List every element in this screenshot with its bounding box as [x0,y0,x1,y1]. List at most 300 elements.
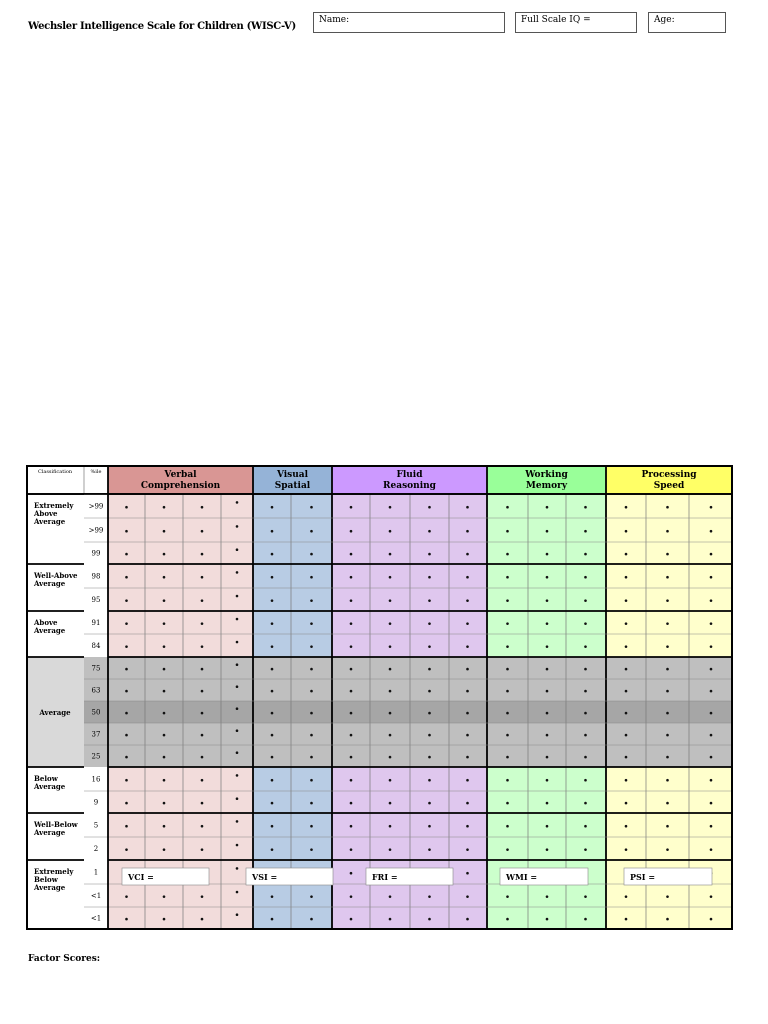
score-dot[interactable] [710,553,713,556]
score-dot[interactable] [546,895,549,898]
score-dot[interactable] [350,668,353,671]
score-dot[interactable] [710,599,713,602]
score-dot[interactable] [428,734,431,737]
score-dot[interactable] [236,707,239,710]
score-dot[interactable] [310,576,313,579]
score-dot[interactable] [163,690,166,693]
score-dot[interactable] [310,825,313,828]
score-dot[interactable] [236,641,239,644]
score-dot[interactable] [666,599,669,602]
score-dot[interactable] [236,844,239,847]
score-dot[interactable] [584,622,587,625]
score-dot[interactable] [466,553,469,556]
score-dot[interactable] [710,576,713,579]
score-dot[interactable] [428,622,431,625]
score-dot[interactable] [466,825,469,828]
score-dot[interactable] [506,576,509,579]
score-dot[interactable] [506,506,509,509]
score-dot[interactable] [625,599,628,602]
score-dot[interactable] [271,825,274,828]
score-dot[interactable] [350,756,353,759]
score-dot[interactable] [428,690,431,693]
score-dot[interactable] [163,506,166,509]
score-dot[interactable] [201,576,204,579]
score-dot[interactable] [271,506,274,509]
score-dot[interactable] [350,553,353,556]
score-dot[interactable] [125,779,128,782]
score-dot[interactable] [546,690,549,693]
score-dot[interactable] [666,734,669,737]
score-dot[interactable] [236,891,239,894]
score-dot[interactable] [666,712,669,715]
score-dot[interactable] [710,622,713,625]
score-dot[interactable] [125,918,128,921]
score-dot[interactable] [350,712,353,715]
score-dot[interactable] [546,599,549,602]
score-dot[interactable] [466,712,469,715]
score-dot[interactable] [201,530,204,533]
score-dot[interactable] [236,525,239,528]
score-dot[interactable] [506,645,509,648]
score-cell-band [606,884,732,907]
score-dot[interactable] [428,645,431,648]
score-dot[interactable] [546,848,549,851]
score-dot[interactable] [710,668,713,671]
score-dot[interactable] [236,774,239,777]
score-dot[interactable] [625,756,628,759]
score-dot[interactable] [271,530,274,533]
score-dot[interactable] [350,734,353,737]
score-dot[interactable] [466,668,469,671]
score-dot[interactable] [584,645,587,648]
score-dot[interactable] [271,802,274,805]
score-dot[interactable] [584,668,587,671]
score-dot[interactable] [350,506,353,509]
score-dot[interactable] [466,872,469,875]
score-dot[interactable] [625,622,628,625]
score-dot[interactable] [428,712,431,715]
score-dot[interactable] [271,668,274,671]
score-dot[interactable] [350,576,353,579]
score-dot[interactable] [584,530,587,533]
score-dot[interactable] [389,599,392,602]
score-dot[interactable] [506,825,509,828]
score-dot[interactable] [389,668,392,671]
score-dot[interactable] [666,506,669,509]
score-dot[interactable] [310,622,313,625]
age-field[interactable] [648,12,726,33]
score-dot[interactable] [710,734,713,737]
score-dot[interactable] [389,690,392,693]
score-dot[interactable] [125,553,128,556]
score-dot[interactable] [625,712,628,715]
score-dot[interactable] [350,690,353,693]
score-dot[interactable] [350,825,353,828]
score-dot[interactable] [310,506,313,509]
score-dot[interactable] [271,918,274,921]
score-dot[interactable] [666,553,669,556]
score-dot[interactable] [466,599,469,602]
score-dot[interactable] [584,895,587,898]
score-dot[interactable] [428,668,431,671]
score-dot[interactable] [625,530,628,533]
score-dot[interactable] [466,690,469,693]
score-dot[interactable] [201,802,204,805]
score-dot[interactable] [236,729,239,732]
score-dot[interactable] [584,756,587,759]
score-dot[interactable] [125,756,128,759]
score-dot[interactable] [350,802,353,805]
score-dot[interactable] [236,867,239,870]
score-dot[interactable] [506,895,509,898]
score-dot[interactable] [584,690,587,693]
score-dot[interactable] [310,918,313,921]
score-dot[interactable] [389,530,392,533]
score-dot[interactable] [466,506,469,509]
score-dot[interactable] [236,618,239,621]
score-dot[interactable] [710,690,713,693]
score-dot[interactable] [546,712,549,715]
score-dot[interactable] [310,553,313,556]
score-dot[interactable] [428,825,431,828]
score-dot[interactable] [310,756,313,759]
score-dot[interactable] [506,622,509,625]
score-dot[interactable] [201,779,204,782]
score-dot[interactable] [710,645,713,648]
score-dot[interactable] [466,622,469,625]
score-dot[interactable] [625,690,628,693]
score-dot[interactable] [666,848,669,851]
score-dot[interactable] [271,734,274,737]
score-dot[interactable] [466,645,469,648]
score-dot[interactable] [125,530,128,533]
score-dot[interactable] [428,802,431,805]
score-dot[interactable] [271,779,274,782]
score-dot[interactable] [201,622,204,625]
score-dot[interactable] [125,690,128,693]
score-dot[interactable] [666,756,669,759]
score-dot[interactable] [466,779,469,782]
score-dot[interactable] [428,756,431,759]
score-dot[interactable] [163,712,166,715]
score-dot[interactable] [350,779,353,782]
score-dot[interactable] [201,506,204,509]
score-dot[interactable] [710,825,713,828]
score-dot[interactable] [125,802,128,805]
score-dot[interactable] [310,779,313,782]
score-dot[interactable] [466,756,469,759]
score-dot[interactable] [584,506,587,509]
score-dot[interactable] [466,895,469,898]
score-dot[interactable] [201,825,204,828]
score-dot[interactable] [201,918,204,921]
score-dot[interactable] [310,530,313,533]
score-dot[interactable] [310,599,313,602]
score-dot[interactable] [546,734,549,737]
score-dot[interactable] [163,779,166,782]
score-dot[interactable] [271,553,274,556]
score-dot[interactable] [201,553,204,556]
score-dot[interactable] [389,622,392,625]
score-dot[interactable] [506,712,509,715]
score-dot[interactable] [506,553,509,556]
score-dot[interactable] [710,756,713,759]
score-dot[interactable] [271,622,274,625]
score-dot[interactable] [310,712,313,715]
score-dot[interactable] [236,663,239,666]
score-dot[interactable] [428,779,431,782]
score-cell-band [332,611,487,634]
score-dot[interactable] [271,895,274,898]
score-dot[interactable] [546,779,549,782]
score-dot[interactable] [428,576,431,579]
score-dot[interactable] [710,712,713,715]
score-dot[interactable] [625,645,628,648]
score-dot[interactable] [546,576,549,579]
percentile-label: 9 [93,798,99,807]
score-dot[interactable] [125,576,128,579]
score-dot[interactable] [666,918,669,921]
score-dot[interactable] [310,668,313,671]
score-dot[interactable] [163,668,166,671]
score-dot[interactable] [389,576,392,579]
score-dot[interactable] [236,751,239,754]
score-dot[interactable] [236,548,239,551]
score-dot[interactable] [236,501,239,504]
score-dot[interactable] [389,712,392,715]
score-dot[interactable] [710,506,713,509]
score-dot[interactable] [310,895,313,898]
score-dot[interactable] [584,848,587,851]
score-dot[interactable] [201,599,204,602]
score-dot[interactable] [625,506,628,509]
score-dot[interactable] [389,779,392,782]
score-dot[interactable] [163,895,166,898]
score-dot[interactable] [625,918,628,921]
score-dot[interactable] [625,668,628,671]
score-dot[interactable] [271,848,274,851]
score-dot[interactable] [201,848,204,851]
score-dot[interactable] [666,825,669,828]
score-dot[interactable] [350,872,353,875]
score-dot[interactable] [625,779,628,782]
score-dot[interactable] [666,802,669,805]
score-dot[interactable] [163,756,166,759]
score-dot[interactable] [428,599,431,602]
score-dot[interactable] [506,802,509,805]
score-dot[interactable] [666,576,669,579]
score-dot[interactable] [163,553,166,556]
score-dot[interactable] [201,668,204,671]
score-dot[interactable] [506,756,509,759]
score-dot[interactable] [506,918,509,921]
score-dot[interactable] [125,622,128,625]
score-cell-band [332,837,487,860]
score-dot[interactable] [666,668,669,671]
score-dot[interactable] [271,690,274,693]
score-dot[interactable] [236,685,239,688]
score-dot[interactable] [163,645,166,648]
score-dot[interactable] [546,756,549,759]
score-dot[interactable] [466,802,469,805]
score-dot[interactable] [710,802,713,805]
score-dot[interactable] [625,825,628,828]
score-dot[interactable] [546,553,549,556]
score-dot[interactable] [271,645,274,648]
score-dot[interactable] [666,690,669,693]
score-dot[interactable] [271,756,274,759]
score-dot[interactable] [163,622,166,625]
score-dot[interactable] [389,553,392,556]
score-dot[interactable] [236,820,239,823]
score-dot[interactable] [389,918,392,921]
score-dot[interactable] [625,553,628,556]
score-dot[interactable] [310,802,313,805]
score-dot[interactable] [584,576,587,579]
score-dot[interactable] [310,690,313,693]
score-dot[interactable] [466,734,469,737]
score-dot[interactable] [546,825,549,828]
score-dot[interactable] [710,530,713,533]
score-dot[interactable] [710,848,713,851]
score-dot[interactable] [506,779,509,782]
score-dot[interactable] [201,895,204,898]
score-dot[interactable] [310,848,313,851]
score-dot[interactable] [236,797,239,800]
score-dot[interactable] [625,848,628,851]
score-dot[interactable] [350,622,353,625]
score-dot[interactable] [125,712,128,715]
score-dot[interactable] [389,802,392,805]
score-dot[interactable] [466,848,469,851]
score-dot[interactable] [271,712,274,715]
score-dot[interactable] [125,895,128,898]
score-dot[interactable] [201,690,204,693]
score-dot[interactable] [506,668,509,671]
score-cell-band [253,588,332,611]
score-dot[interactable] [428,895,431,898]
score-dot[interactable] [710,918,713,921]
score-dot[interactable] [666,779,669,782]
score-dot[interactable] [163,848,166,851]
score-dot[interactable] [350,895,353,898]
score-dot[interactable] [350,918,353,921]
score-dot[interactable] [125,734,128,737]
score-dot[interactable] [584,779,587,782]
score-dot[interactable] [584,553,587,556]
score-dot[interactable] [710,779,713,782]
score-dot[interactable] [350,530,353,533]
score-dot[interactable] [125,599,128,602]
score-dot[interactable] [271,599,274,602]
score-dot[interactable] [125,645,128,648]
score-dot[interactable] [428,918,431,921]
score-dot[interactable] [350,645,353,648]
score-dot[interactable] [466,576,469,579]
score-dot[interactable] [389,756,392,759]
full-scale-iq-field[interactable] [515,12,637,33]
score-dot[interactable] [546,530,549,533]
score-dot[interactable] [546,622,549,625]
score-dot[interactable] [125,825,128,828]
score-dot[interactable] [236,913,239,916]
score-dot[interactable] [625,576,628,579]
score-dot[interactable] [546,506,549,509]
score-dot[interactable] [163,802,166,805]
score-dot[interactable] [201,734,204,737]
score-dot[interactable] [163,918,166,921]
score-dot[interactable] [125,506,128,509]
score-dot[interactable] [625,734,628,737]
score-dot[interactable] [625,802,628,805]
score-dot[interactable] [546,668,549,671]
score-cell-band [606,634,732,657]
score-dot[interactable] [584,599,587,602]
score-dot[interactable] [506,848,509,851]
score-dot[interactable] [428,530,431,533]
score-dot[interactable] [666,622,669,625]
score-dot[interactable] [506,690,509,693]
score-dot[interactable] [584,825,587,828]
score-dot[interactable] [584,734,587,737]
score-dot[interactable] [125,668,128,671]
score-dot[interactable] [163,734,166,737]
score-dot[interactable] [466,918,469,921]
score-dot[interactable] [271,576,274,579]
score-dot[interactable] [466,530,469,533]
score-dot[interactable] [389,895,392,898]
score-dot[interactable] [163,530,166,533]
score-dot[interactable] [506,734,509,737]
score-dot[interactable] [310,645,313,648]
score-dot[interactable] [666,645,669,648]
score-dot[interactable] [546,802,549,805]
score-dot[interactable] [236,571,239,574]
score-dot[interactable] [584,802,587,805]
score-dot[interactable] [389,645,392,648]
score-dot[interactable] [163,825,166,828]
score-dot[interactable] [350,599,353,602]
score-dot[interactable] [389,506,392,509]
score-dot[interactable] [506,530,509,533]
score-dot[interactable] [201,712,204,715]
score-dot[interactable] [201,756,204,759]
score-dot[interactable] [428,848,431,851]
score-dot[interactable] [428,553,431,556]
score-dot[interactable] [506,599,509,602]
score-dot[interactable] [666,895,669,898]
score-dot[interactable] [584,712,587,715]
name-field[interactable] [313,12,505,33]
score-dot[interactable] [389,825,392,828]
score-dot[interactable] [666,530,669,533]
score-dot[interactable] [389,734,392,737]
score-dot[interactable] [125,848,128,851]
score-dot[interactable] [389,848,392,851]
score-dot[interactable] [201,645,204,648]
score-dot[interactable] [163,599,166,602]
score-dot[interactable] [546,645,549,648]
score-dot[interactable] [310,734,313,737]
score-dot[interactable] [710,895,713,898]
score-dot[interactable] [546,918,549,921]
score-dot[interactable] [584,918,587,921]
score-dot[interactable] [428,506,431,509]
score-dot[interactable] [163,576,166,579]
score-dot[interactable] [236,595,239,598]
score-dot[interactable] [350,848,353,851]
score-dot[interactable] [625,895,628,898]
